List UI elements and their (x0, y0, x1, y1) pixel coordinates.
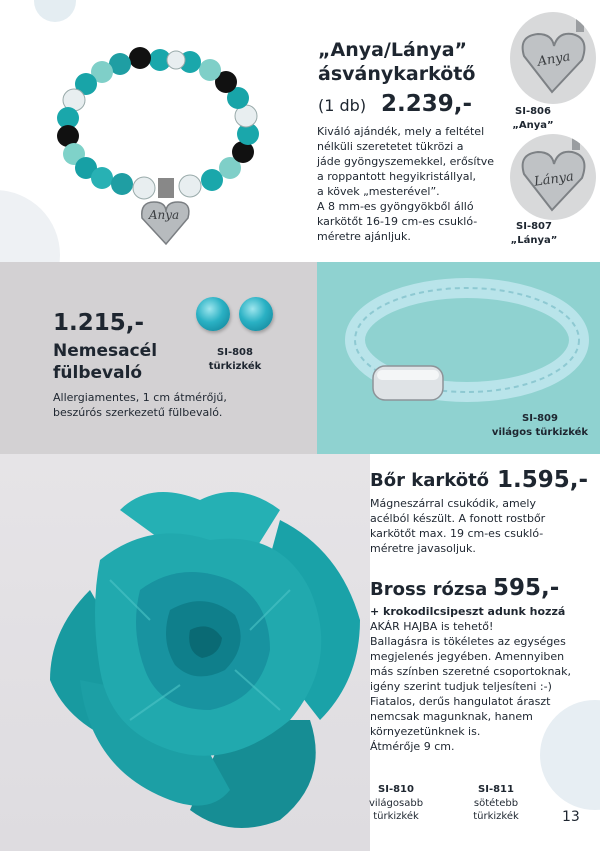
page-number: 13 (562, 809, 580, 825)
earrings-description (53, 390, 283, 420)
brooch-variant1-code: SI-810 (378, 784, 414, 795)
description-line: Ballagásra is tökéletes az egységes (370, 635, 566, 648)
variant2-code: SI-807 (516, 221, 552, 232)
earrings-color: türkizkék (208, 361, 262, 372)
earring-stud-right (239, 297, 273, 331)
description-line: Kiváló ajándék, mely a feltétel (317, 125, 485, 138)
brooch-title: Bross rózsa (370, 579, 488, 600)
charm-lanya-text: Lánya (533, 169, 575, 190)
brooch-variant2-line1: sötétebb (473, 798, 519, 809)
description-line: más színben szeretné csoportoknak, (370, 665, 572, 678)
product-description (317, 124, 517, 244)
product-price: 2.239,- (381, 91, 473, 117)
description-line: a kövek „mesterével”. (317, 185, 440, 198)
variant1-code: SI-806 (515, 106, 551, 117)
description-line: Fiatalos, derűs hangulatot áraszt (370, 695, 551, 708)
description-line: megjelenés jegyében. Amennyiben (370, 650, 565, 663)
description-line: a roppantott hegyikristállyal, (317, 170, 477, 183)
description-line: méretre javasoljuk. (370, 542, 476, 555)
description-line: acélból készült. A fonott rostbőr (370, 512, 546, 525)
description-line: karkötőt 16-19 cm-es csukló- (317, 215, 478, 228)
earrings-price: 1.215,- (53, 310, 145, 336)
description-line: AKÁR HAJBA is tehető! (370, 620, 494, 633)
description-line: méretre ajánljuk. (317, 230, 411, 243)
leather-bracelet-code: SI-809 (522, 413, 558, 424)
rose-brooch-image (30, 470, 380, 840)
description-line: karkötőt max. 19 cm-es csukló- (370, 527, 544, 540)
brooch-variant2-code: SI-811 (478, 784, 514, 795)
earrings-title-line2: fülbevaló (53, 363, 143, 383)
earring-stud-left (196, 297, 230, 331)
description-line: Mágneszárral csukódik, amely (370, 497, 536, 510)
leather-bracelet-photo (317, 262, 600, 454)
leather-bracelet-title: Bőr karkötő (370, 470, 490, 491)
description-line: Allergiamentes, 1 cm átmérőjű, (53, 391, 227, 404)
leather-bracelet-color: világos türkizkék (491, 427, 589, 438)
description-line: nemcsak magunknak, hanem (370, 710, 533, 723)
earrings-code: SI-808 (217, 347, 253, 358)
charm-anya-text: Anya (536, 49, 572, 70)
brooch-description (370, 619, 595, 754)
leather-bracelet-price: 1.595,- (497, 467, 589, 493)
quantity-label: (1 db) (318, 96, 367, 115)
variant1-name: „Anya” (512, 120, 554, 131)
description-line: nélküli szeretetet tükrözi a (317, 140, 464, 153)
bracelet-image (40, 18, 280, 258)
brooch-variant2-line2: türkizkék (473, 811, 519, 822)
brooch-variant1-line2: türkizkék (373, 811, 419, 822)
description-line: beszúrós szerkezetű fülbevaló. (53, 406, 223, 419)
description-line: Átmérője 9 cm. (370, 740, 455, 753)
brooch-subtitle: + krokodilcsipeszt adunk hozzá (370, 605, 566, 618)
description-line: A 8 mm-es gyöngyökből álló (317, 200, 474, 213)
leather-bracelet-description (370, 496, 595, 556)
description-line: környezetünknek is. (370, 725, 481, 738)
charm-anya-photo (510, 12, 596, 104)
rose-brooch-photo (30, 470, 380, 840)
brooch-variant1-line1: világosabb (368, 798, 424, 809)
brooch-price: 595,- (493, 575, 560, 601)
earrings-title-line1: Nemesacél (53, 341, 158, 361)
mineral-bracelet-photo (40, 18, 280, 258)
product-title-line2: ásványkarkötő (318, 63, 476, 85)
variant2-name: „Lánya” (510, 235, 558, 246)
bracelet-charm-text: Anya (148, 208, 180, 222)
description-line: igény szerint tudjuk teljesíteni :-) (370, 680, 552, 693)
product-title-line1: „Anya/Lánya” (318, 39, 468, 61)
description-line: jáde gyöngyszemekkel, erősítve (317, 155, 495, 168)
charm-lanya-photo (510, 134, 596, 220)
